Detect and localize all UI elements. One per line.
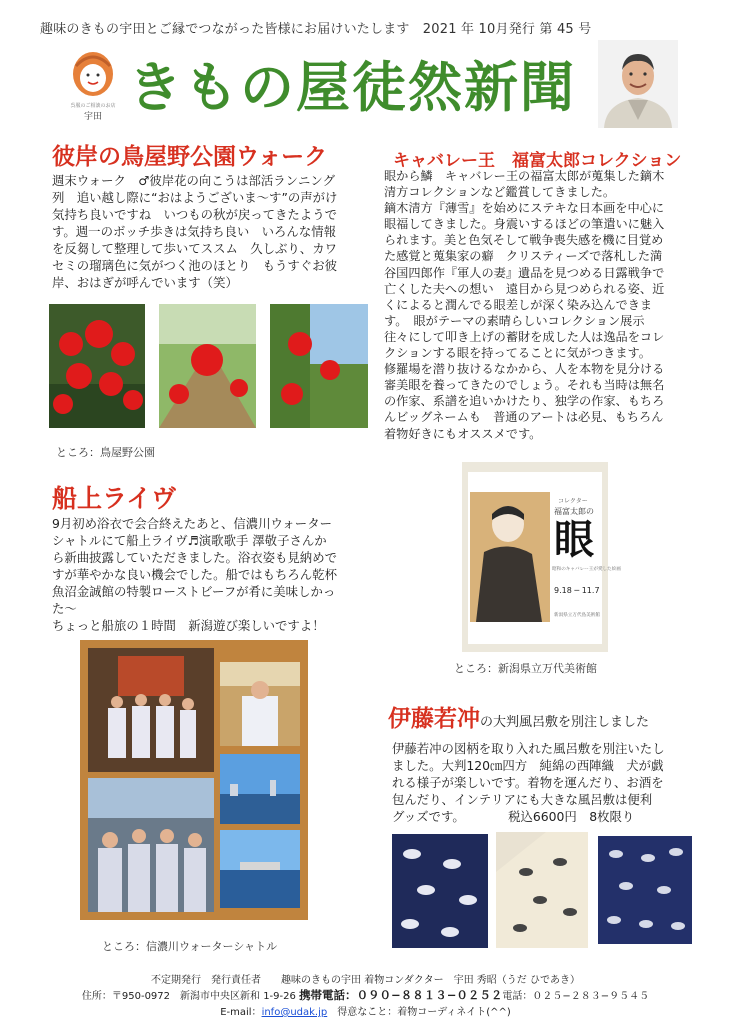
cabaret-body-line: 修羅場を潜り抜けるなかから、人を本物を見分ける: [384, 362, 665, 377]
poster-label-small: コレクター: [558, 498, 588, 505]
cabaret-body-line: 亡くした夫への想い 遠目から見つめられる姿、近: [384, 281, 665, 296]
furoshiki-title-main: 伊藤若冲: [388, 706, 480, 732]
park-body-line: 週末ウォーク ♂彼岸花の向こうは部活ランニング: [52, 173, 335, 188]
footer-publisher: 不定期発行 発行責任者 趣味のきもの宇田 着物コンダクター 宇田 秀昭（うだ ひであき）: [151, 975, 580, 986]
boat-body-line: シャトルにて船上ライヴ♬演歌歌手 澤敬子さんか: [52, 533, 327, 548]
cabaret-body-line: 往々にして叩き上げの蓄財を成した人は逸品をコレ: [384, 329, 665, 344]
furoshiki-photo-3: [598, 836, 692, 944]
spider-lily-photo-3: [270, 304, 368, 428]
furoshiki-body-line: グッズです。 税込6600円 8枚限り: [392, 809, 635, 824]
river-view-photo-1: [220, 754, 300, 824]
poster-label-sub: 昭和のキャバレー王が愛した絵画: [552, 567, 621, 572]
furoshiki-photo-1: [392, 834, 488, 948]
boat-body-line: 9月初め浴衣で会合終えたあと、信濃川ウォーター: [52, 516, 332, 531]
park-body-line: 列 追い越し際に“おはようございま～す”の声がけ: [52, 190, 338, 205]
footer-contact: [0, 987, 731, 1003]
cabaret-body-line: 着物好きにもオススメです。: [384, 426, 542, 441]
cabaret-body-line: くによると潤んでる眼差しが深く染み込んできま: [384, 297, 653, 312]
poster-label-venue: 新潟県立万代島美術館: [554, 613, 600, 618]
cabaret-body-line: られます。美と色気そして戦争喪失感を機に目覚め: [384, 233, 664, 248]
cabaret-body-line: クションする眼を持ってることに気がつきます。: [384, 346, 651, 361]
park-body-line: 岸、おはぎが呼んでいます（笑）: [52, 275, 238, 290]
footer-email-row: [0, 1003, 731, 1018]
cabaret-body-line: 眼から鱗 キャバレー王の福富太郎が蒐集した鏑木: [384, 169, 665, 183]
boat-article-body: [52, 515, 374, 634]
footer-email-label: E-mail：: [220, 1007, 262, 1018]
poster-photo-caption: ところ：新潟県立万代美術館: [454, 662, 597, 675]
poster-label-eye: 眼: [554, 517, 594, 563]
boat-body-line: ちょっと船旅の１時間 新潟遊び楽しいですよ！: [52, 618, 325, 633]
park-photo-caption: ところ：鳥屋野公園: [56, 446, 155, 459]
cabaret-body-line: んビッグネームも 普通のアートは必見、もちろん: [384, 410, 664, 425]
cabaret-body-line: 清方コレクションなど鑑賞してきました。: [384, 185, 616, 200]
boat-body-line: た～: [52, 601, 77, 616]
footer-mobile: ０９０−８８１３−０２５２: [356, 988, 503, 1002]
cabaret-body-line: の作家、系譜を追いかけたり、独学の作家、もちろ: [384, 394, 665, 409]
boat-photo-collage: [80, 640, 308, 920]
furoshiki-body-line: れる様子が楽しいです。着物を運んだり、お酒を: [392, 775, 664, 790]
furoshiki-title-rest: の大判風呂敷を別注しました: [480, 715, 650, 730]
header-tagline: 趣味のきもの宇田とご縁でつながった皆様にお届けいたします 2021 年 10月発行 第 45 号: [40, 22, 592, 37]
cabaret-body-line: 谷国四郎作『軍人の妻』遺品を見つめる日露戦争で: [384, 265, 665, 280]
river-view-photo-2: [220, 830, 300, 908]
boat-performer-photo: [220, 662, 300, 746]
footer-mobile-label: 携帯電話：: [299, 988, 357, 1002]
footer-address: 住所：〒950-0972 新潟市中央区新和 1-9-26: [81, 991, 296, 1002]
cabaret-article-body: [384, 168, 704, 442]
poster-label-title: 福富太郎の: [554, 507, 594, 516]
shop-logo: [62, 44, 124, 122]
park-body-line: 気持ち良いですね いつもの秋が戻ってきたようで: [52, 207, 337, 222]
cabaret-body-line: 鏑木清方『薄雪』を始めにステキな日本画を中心に: [384, 201, 665, 216]
furoshiki-photo-2: [496, 832, 588, 948]
spider-lily-photo-2: [159, 304, 256, 428]
boat-group-photo-2: [88, 778, 214, 912]
boat-photo-caption: ところ：信濃川ウォーターシャトル: [102, 940, 278, 953]
cabaret-article-title: キャバレー王 福富太郎コレクション: [393, 151, 682, 171]
author-portrait: [598, 40, 678, 128]
park-body-line: す。週一のボッチ歩きは気持ち良い いろんな情報: [52, 224, 336, 239]
park-body-line: を反芻して整理して歩いてススム 久しぶり、カワ: [52, 241, 337, 256]
masthead-title: きもの屋徒然新聞: [128, 56, 576, 119]
cabaret-body-line: 眼福してきました。身震いするほどの筆遣いに魅入: [384, 217, 665, 232]
boat-article-title: 船上ライヴ: [52, 484, 177, 513]
boat-body-line: ら新曲披露していただきました。浴衣姿も見納めで: [52, 550, 337, 565]
footer-client: 得意なこと：着物コーディネイト(^^): [327, 1007, 511, 1018]
furoshiki-body-line: 包んだり、インテリアにも大きな風呂敷は便利: [392, 792, 653, 807]
cabaret-body-line: す。 眼がテーマの素晴らしいコレクション展示: [384, 313, 645, 328]
park-body-line: セミの瑠璃色に気がつく池のほとり もうすぐお彼: [52, 258, 337, 273]
boat-body-line: 魚沼金誠館の特製ローストビーフが肴に美味しかっ: [52, 584, 336, 599]
logo-shop-name: 宇田: [83, 112, 102, 122]
cabaret-body-line: た感覚と蒐集家の癖 クリスティーズで落札した満: [384, 249, 663, 264]
poster-label-dates: 9.18 ─ 11.7: [554, 586, 600, 595]
furoshiki-article-title: [388, 700, 649, 733]
footer-phone: 電話：０２５−２８３−９５４５: [502, 991, 650, 1002]
cabaret-body-line: 審美眼を養ってきたのでしょう。それも当時は無名: [384, 378, 665, 393]
exhibition-poster: [462, 462, 621, 652]
park-article-body: [52, 172, 372, 291]
boat-body-line: すが華やかな良い機会でした。船ではもちろん乾杯: [52, 567, 337, 582]
logo-caption: 呉服のご相談のお店: [70, 103, 116, 109]
spider-lily-photo-1: [49, 304, 145, 428]
furoshiki-body-line: ました。大判120㎝四方 純綿の西陣織 犬が戯: [392, 758, 664, 773]
furoshiki-body-line: 伊藤若冲の図柄を取り入れた風呂敷を別注いたし: [392, 741, 665, 756]
park-article-title: 彼岸の鳥屋野公園ウォーク: [52, 144, 328, 170]
furoshiki-article-body: [392, 740, 710, 825]
boat-group-photo-1: [88, 648, 214, 772]
footer-email-link[interactable]: info@udak.jp: [261, 1007, 328, 1018]
